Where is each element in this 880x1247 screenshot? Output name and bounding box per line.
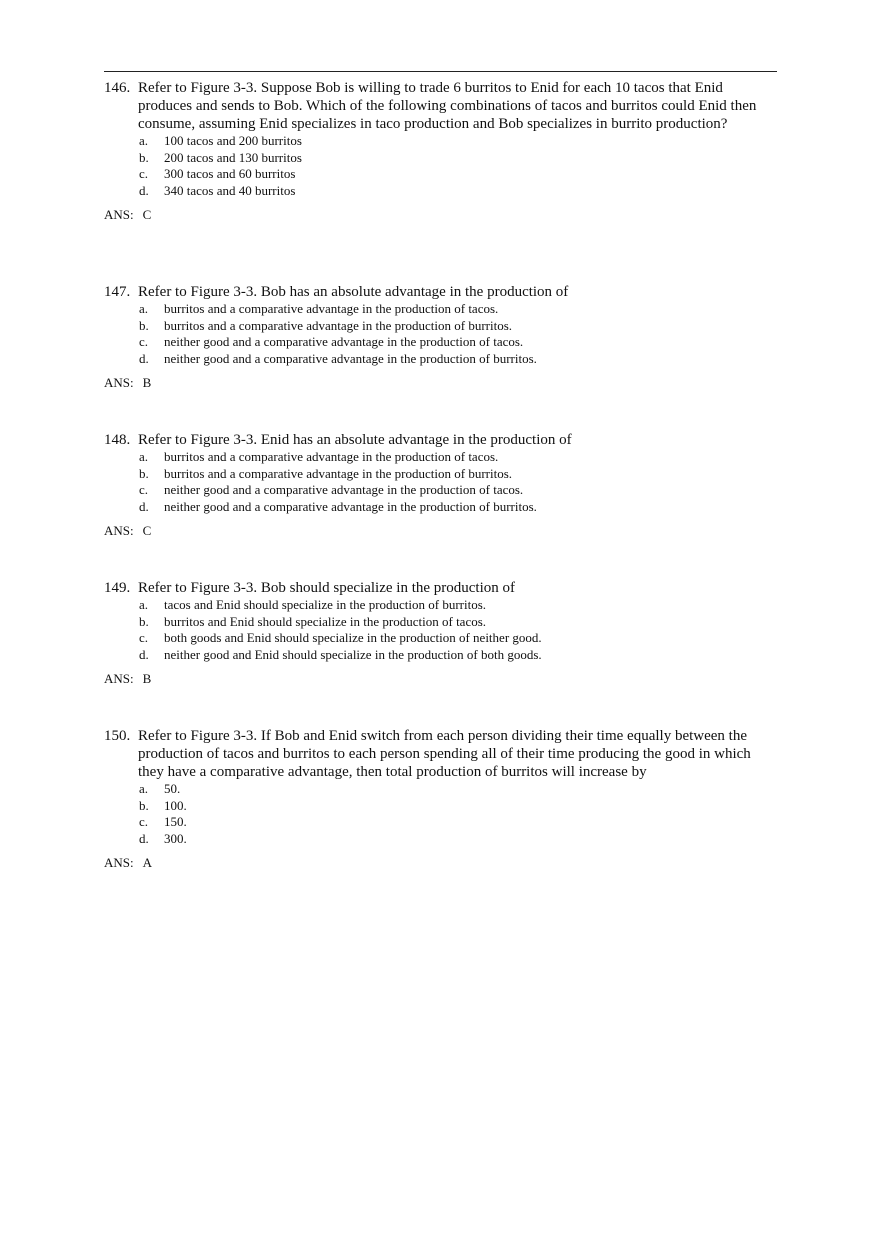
answer-value: B xyxy=(142,670,152,686)
option-letter: c. xyxy=(139,630,149,646)
option-a xyxy=(104,449,772,466)
answer-options xyxy=(104,781,772,848)
option-letter: c. xyxy=(139,482,149,498)
option-b xyxy=(104,150,772,167)
option-letter: b. xyxy=(139,797,149,813)
answer-label: ANS: xyxy=(104,670,134,686)
answer-options xyxy=(104,449,772,516)
option-text: burritos and a comparative advantage in the production of burritos. xyxy=(164,317,513,333)
option-c xyxy=(104,630,772,647)
question-150 xyxy=(104,727,772,871)
question-number: 148. xyxy=(104,432,131,448)
option-text: burritos and a comparative advantage in the production of tacos. xyxy=(164,301,499,316)
option-text: neither good and a comparative advantage in the production of tacos. xyxy=(164,482,524,498)
question-149 xyxy=(104,579,772,687)
question-146 xyxy=(104,79,772,223)
option-b xyxy=(104,614,772,631)
option-letter: b. xyxy=(139,465,149,481)
option-text: 300. xyxy=(164,831,187,847)
question-text: Refer to Figure 3-3. Suppose Bob is willing to trade 6 burritos to Enid for each 10 tacos that Enid produces and sends to Bob. Which of the following combinations of tacos and burritos could Enid then consume, assuming Enid specializes in taco production and Bob specializes in burrito production? xyxy=(138,80,757,132)
option-d xyxy=(104,647,772,664)
question-147 xyxy=(104,283,772,391)
question-text: Refer to Figure 3-3. Bob should specialize in the production of xyxy=(138,580,515,596)
option-letter: a. xyxy=(139,301,149,316)
option-letter: d. xyxy=(139,499,149,515)
answer-label: ANS: xyxy=(104,374,134,390)
option-a xyxy=(104,597,772,614)
option-text: 100 tacos and 200 burritos xyxy=(164,133,302,148)
answer-label: ANS: xyxy=(104,854,134,870)
option-text: both goods and Enid should specialize in the production of neither good. xyxy=(164,630,542,646)
answer-options xyxy=(104,133,772,200)
option-letter: c. xyxy=(139,334,149,350)
question-stem xyxy=(104,79,772,133)
option-d xyxy=(104,499,772,516)
option-letter: b. xyxy=(139,149,149,165)
option-letter: a. xyxy=(139,133,149,148)
answer-value: C xyxy=(142,206,152,222)
option-text: 150. xyxy=(164,814,187,830)
answer-line xyxy=(104,523,772,539)
option-text: 50. xyxy=(164,781,181,796)
option-text: neither good and a comparative advantage in the production of burritos. xyxy=(164,351,537,367)
question-text: Refer to Figure 3-3. If Bob and Enid switch from each person dividing their time equally between the production of tacos and burritos to each person spending all of their time producing the good in which they have a comparative advantage, then total production of burritos will increase by xyxy=(138,728,751,780)
option-b xyxy=(104,466,772,483)
answer-options xyxy=(104,597,772,664)
option-a xyxy=(104,781,772,798)
option-c xyxy=(104,814,772,831)
option-letter: c. xyxy=(139,814,149,830)
question-number: 147. xyxy=(104,284,131,300)
option-text: neither good and a comparative advantage in the production of tacos. xyxy=(164,334,524,350)
option-b xyxy=(104,318,772,335)
question-stem xyxy=(104,283,772,301)
option-letter: b. xyxy=(139,613,149,629)
option-c xyxy=(104,166,772,183)
option-b xyxy=(104,798,772,815)
option-a xyxy=(104,133,772,150)
question-number: 149. xyxy=(104,580,131,596)
option-text: neither good and Enid should specialize in the production of both goods. xyxy=(164,647,542,663)
option-d xyxy=(104,831,772,848)
option-letter: d. xyxy=(139,351,149,367)
option-a xyxy=(104,301,772,318)
option-text: 200 tacos and 130 burritos xyxy=(164,149,302,165)
question-number: 146. xyxy=(104,80,131,96)
option-letter: a. xyxy=(139,781,149,796)
answer-line xyxy=(104,207,772,223)
question-text: Refer to Figure 3-3. Enid has an absolute advantage in the production of xyxy=(138,432,572,448)
question-stem xyxy=(104,431,772,449)
option-letter: d. xyxy=(139,183,149,199)
option-text: tacos and Enid should specialize in the production of burritos. xyxy=(164,597,487,612)
option-d xyxy=(104,183,772,200)
answer-value: A xyxy=(142,854,153,870)
option-text: burritos and a comparative advantage in the production of tacos. xyxy=(164,449,499,464)
question-148 xyxy=(104,431,772,539)
question-number: 150. xyxy=(104,728,131,744)
option-c xyxy=(104,482,772,499)
option-text: 100. xyxy=(164,797,187,813)
option-letter: a. xyxy=(139,597,149,612)
answer-line xyxy=(104,375,772,391)
question-stem xyxy=(104,579,772,597)
question-stem xyxy=(104,727,772,781)
answer-label: ANS: xyxy=(104,522,134,538)
answer-value: C xyxy=(142,522,152,538)
answer-line xyxy=(104,855,772,871)
option-letter: c. xyxy=(139,166,149,182)
option-letter: d. xyxy=(139,647,149,663)
option-text: burritos and Enid should specialize in the production of tacos. xyxy=(164,613,487,629)
option-c xyxy=(104,334,772,351)
answer-value: B xyxy=(142,374,152,390)
option-text: 340 tacos and 40 burritos xyxy=(164,183,296,199)
option-text: 300 tacos and 60 burritos xyxy=(164,166,296,182)
top-rule xyxy=(104,71,777,72)
option-text: burritos and a comparative advantage in the production of burritos. xyxy=(164,465,513,481)
answer-line xyxy=(104,671,772,687)
answer-options xyxy=(104,301,772,368)
question-text: Refer to Figure 3-3. Bob has an absolute advantage in the production of xyxy=(138,284,569,300)
option-letter: d. xyxy=(139,831,149,847)
option-text: neither good and a comparative advantage in the production of burritos. xyxy=(164,499,537,515)
answer-label: ANS: xyxy=(104,206,134,222)
option-d xyxy=(104,351,772,368)
option-letter: a. xyxy=(139,449,149,464)
option-letter: b. xyxy=(139,317,149,333)
